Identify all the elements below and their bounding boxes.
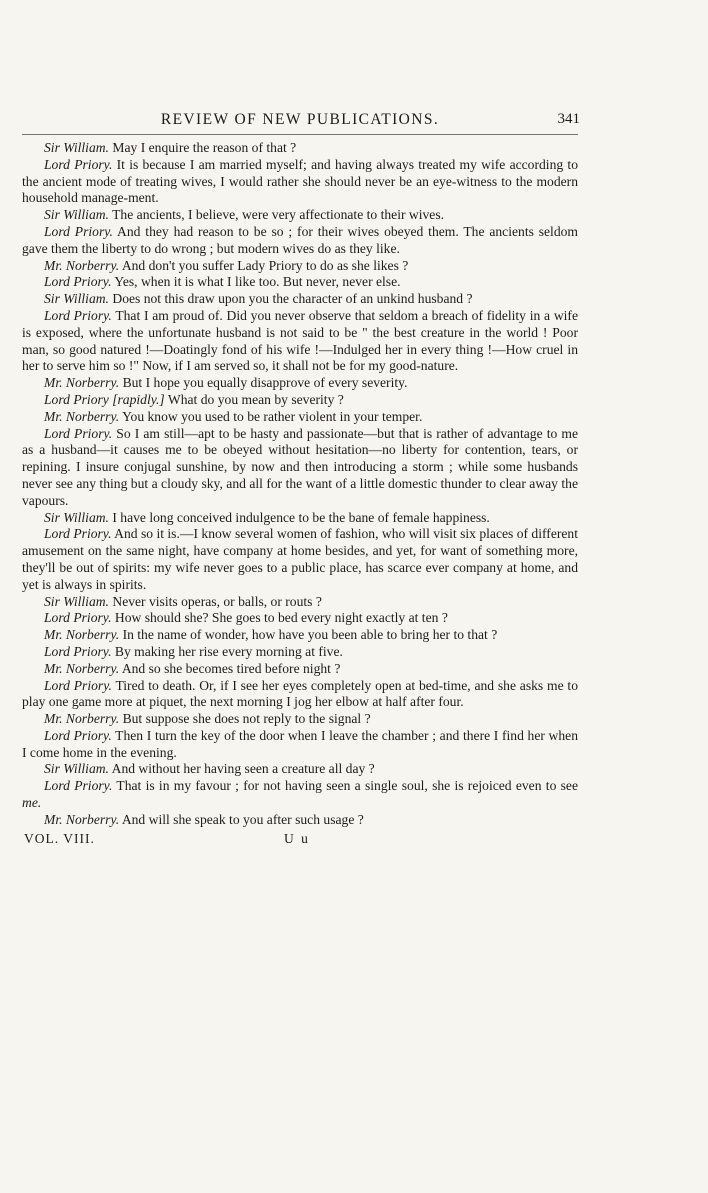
speech-text: And they had reason to be so ; for their wives obeyed them. The ancients seldom gave them the liberty to do wrong ; but modern wives do as they like. — [22, 223, 578, 256]
dialogue-paragraph — [22, 291, 578, 308]
speech-text: Then I turn the key of the door when I leave the chamber ; and there I find her when I come home in the evening. — [22, 727, 579, 760]
dialogue-paragraph — [22, 510, 578, 527]
dialogue-paragraph — [22, 678, 578, 712]
signature-mark: U u — [284, 830, 310, 846]
speaker-name: Lord Priory. — [44, 274, 112, 290]
speaker-name: Lord Priory. — [44, 425, 113, 441]
speech-text: In the name of wonder, how have you been able to bring her to that ? — [122, 627, 498, 643]
speech-text: May I enquire the reason of that ? — [112, 140, 297, 155]
speaker-name: Lord Priory. — [44, 677, 112, 693]
dialogue-paragraph — [22, 812, 578, 829]
speech-text: It is because I am married myself; and having always treated my wife according to the ancient mode of treating wives, I would rather she should never be an eye-witness to the modern household manage-ment. — [22, 156, 579, 206]
speaker-name: Lord Priory. — [44, 223, 113, 239]
speech-text: Yes, when it is what I like too. But never, never else. — [114, 274, 401, 290]
speaker-name: Lord Priory. — [44, 643, 112, 659]
dialogue-paragraph — [22, 644, 578, 661]
speech-text: I have long conceived indulgence to be the bane of female happiness. — [112, 509, 490, 525]
dialogue-paragraph — [22, 526, 578, 593]
dialogue-paragraph — [22, 258, 578, 275]
dialogue-paragraph — [22, 728, 578, 762]
dialogue-paragraph — [22, 661, 578, 678]
speaker-name: Mr. Norberry. — [44, 375, 120, 391]
running-head — [22, 108, 578, 135]
speaker-name: Lord Priory. — [44, 526, 112, 542]
speaker-name: Lord Priory. — [44, 610, 112, 626]
dialogue-paragraph — [22, 409, 578, 426]
document-page — [22, 108, 578, 851]
speaker-name: Sir William. — [44, 761, 109, 777]
dialogue-paragraph — [22, 711, 578, 728]
speaker-name: Lord Priory. — [44, 778, 113, 794]
speech-text: Does not this draw upon you the character of an unkind husband ? — [112, 291, 473, 307]
speaker-name: Mr. Norberry. — [44, 627, 120, 643]
speaker-name: Sir William. — [44, 207, 109, 223]
dialogue-paragraph — [22, 610, 578, 627]
running-title: REVIEW OF NEW PUBLICATIONS. — [160, 111, 440, 128]
dialogue-paragraph — [22, 594, 578, 611]
dialogue-paragraph — [22, 761, 578, 778]
speaker-name: Lord Priory. — [44, 727, 112, 743]
volume-label: VOL. VIII. — [24, 830, 95, 846]
dialogue-paragraph — [22, 207, 578, 224]
speech-text: And without her having seen a creature all day ? — [111, 761, 375, 777]
speech-text: But suppose she does not reply to the signal ? — [122, 711, 371, 727]
dialogue-paragraph — [22, 308, 578, 375]
speech-text: And so it is.—I know several women of fashion, who will visit six places of different amusement on the same night, have company at home besides, and yet, for want of something more, they'll be out of spirits: my wife never goes to a public place, has scarce ever company at home, and yet is always in spirits. — [22, 526, 578, 592]
speech-text: So I am still—apt to be hasty and passionate—but that is rather of advantage to me as a husband—it causes me to be obeyed without hesitation—no liberty for contention, tears, or repining. I insure conjugal sunshine, by now and then introducing a storm ; while some husbands never see any thing but a cloudy sky, and all for the want of a little domestic thunder to clear away the vapours. — [22, 425, 578, 508]
dialogue-paragraph — [22, 157, 578, 207]
speech-text: And don't you suffer Lady Priory to do as she likes ? — [121, 257, 409, 273]
page-footer — [22, 831, 578, 851]
speech-text: Never visits operas, or balls, or routs ? — [112, 593, 322, 609]
speech-text: Tired to death. Or, if I see her eyes completely open at bed-time, and she asks me to play one game more at piquet, the next morning I jog her elbow at half after four. — [22, 677, 578, 710]
page-number: 341 — [557, 111, 580, 127]
dialogue-paragraph — [22, 140, 578, 157]
emphasis-text: me. — [22, 795, 42, 811]
dialogue-paragraph — [22, 224, 578, 258]
dialogue-paragraph — [22, 778, 578, 812]
dialogue-paragraph — [22, 627, 578, 644]
speech-text: But I hope you equally disapprove of every severity. — [122, 375, 408, 391]
speaker-name: Mr. Norberry. — [44, 811, 120, 827]
speaker-name: Sir William. — [44, 140, 109, 155]
speaker-name: Mr. Norberry. — [44, 257, 120, 273]
speech-text: That is in my favour ; for not having seen a single soul, she is rejoiced even to see — [116, 778, 578, 794]
speech-text: You know you used to be rather violent in your temper. — [122, 408, 423, 424]
speech-text: How should she? She goes to bed every night exactly at ten ? — [114, 610, 448, 626]
body-text — [22, 140, 578, 829]
dialogue-paragraph — [22, 426, 578, 510]
speaker-name: Sir William. — [44, 291, 109, 307]
speaker-name: Mr. Norberry. — [44, 660, 120, 676]
speech-text: And so she becomes tired before night ? — [121, 660, 341, 676]
speaker-name: Sir William. — [44, 509, 109, 525]
dialogue-paragraph — [22, 375, 578, 392]
dialogue-paragraph — [22, 274, 578, 291]
speech-text: What do you mean by severity ? — [167, 391, 344, 407]
speech-text: The ancients, I believe, were very affectionate to their wives. — [112, 207, 445, 223]
speaker-name: Lord Priory. — [44, 156, 113, 172]
speaker-name: Mr. Norberry. — [44, 408, 120, 424]
speech-text: That I am proud of. Did you never observe that seldom a breach of fidelity in a wife is exposed, where the unfortunate husband is not said to be " the best creature in the world ! Poor man, so good natured !—Doatingly fond of his wife !—Indulged her in every thing !—How cruel in her to serve him so !" Now, if I am served so, it shall not be for my good-nature. — [22, 307, 578, 374]
speaker-name: Lord Priory. — [44, 307, 112, 323]
speaker-name: Sir William. — [44, 593, 109, 609]
speech-text: By making her rise every morning at five. — [114, 643, 343, 659]
speaker-name: Mr. Norberry. — [44, 711, 120, 727]
speaker-name: Lord Priory [rapidly.] — [44, 391, 165, 407]
speech-text: And will she speak to you after such usage ? — [121, 811, 364, 827]
dialogue-paragraph — [22, 392, 578, 409]
